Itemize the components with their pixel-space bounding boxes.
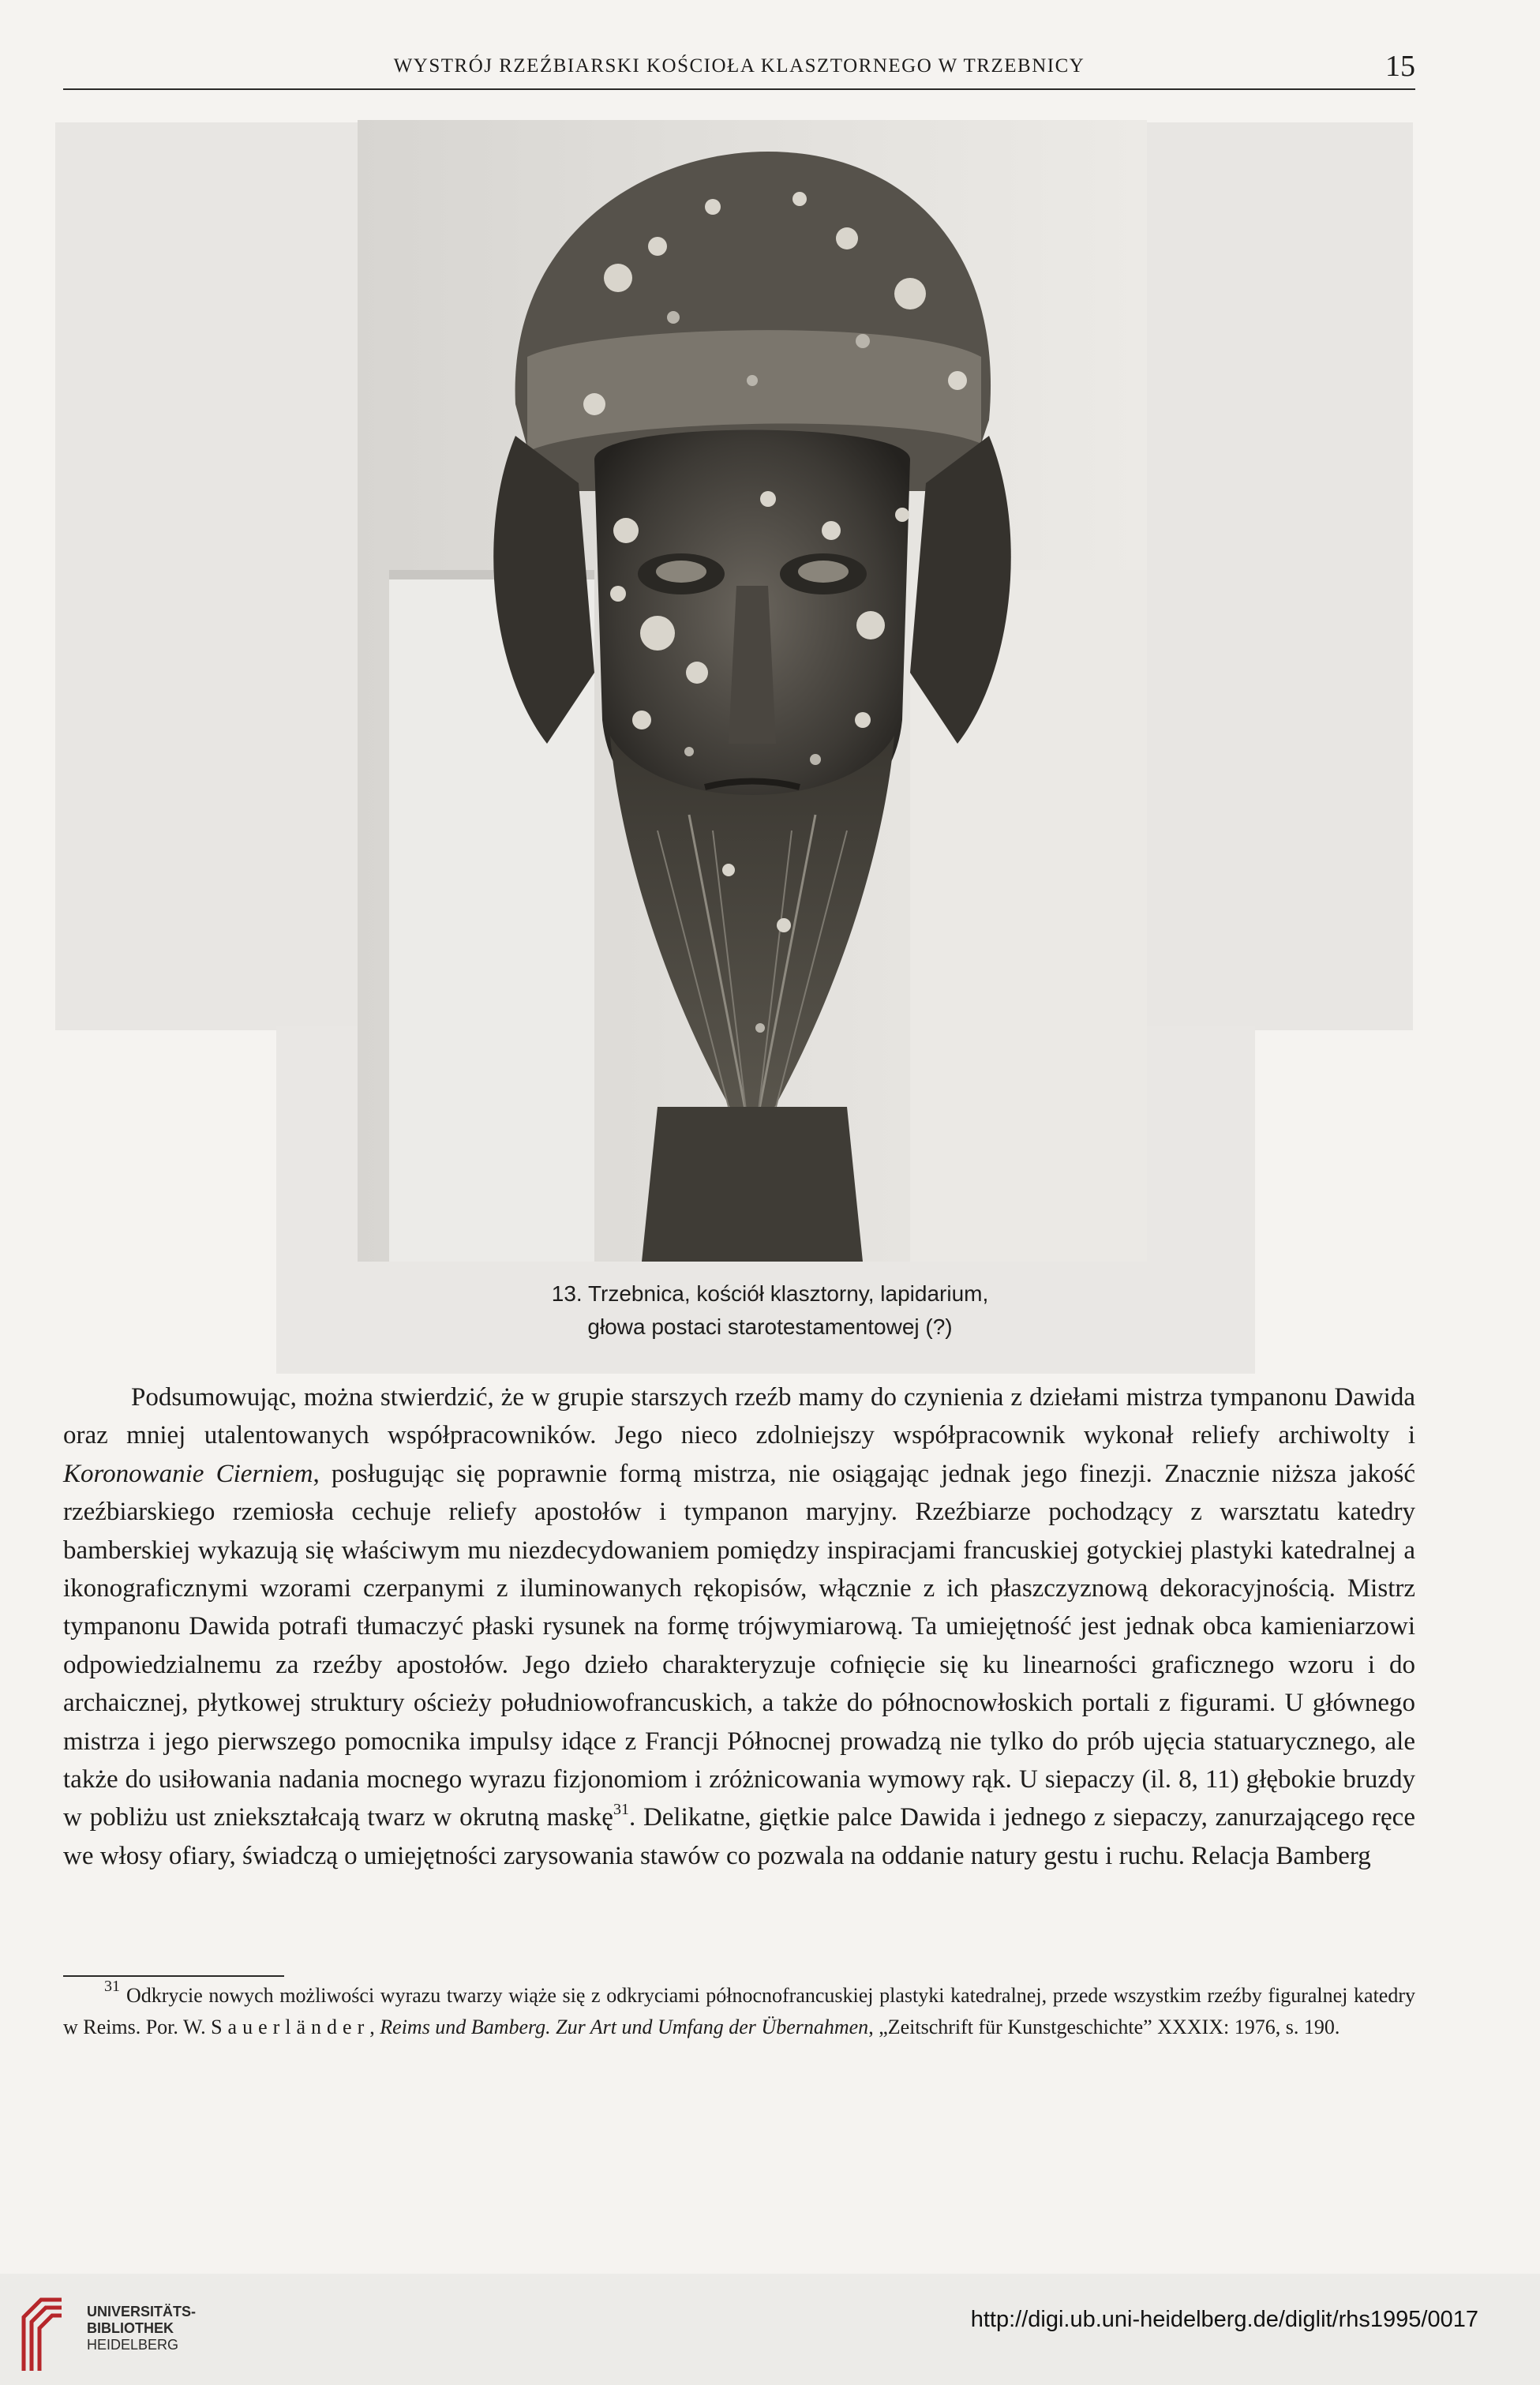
footnote-text: Odkrycie nowych możliwości wyrazu twarzy wiąże się z odkryciami północnofrancuskiej plastyki katedralnej, przede wszystkim rzeźby figuralnej katedry w Reims. Por. W. <box>63 1984 1415 2038</box>
footnote-work-title: Reims und Bamberg. Zur Art und Umfang der Übernahmen <box>380 2016 869 2038</box>
body-text <box>63 1378 1415 1875</box>
text-segment: Podsumowując, można stwierdzić, że w grupie starszych rzeźb mamy do czynienia z dziełami mistrza tympanonu Dawida oraz mniej utalentowanych współpracowników. Jego nieco zdolniejszy współpracownik wykonał reliefy archiwolty i <box>63 1383 1415 1450</box>
page-number: 15 <box>1385 50 1415 83</box>
footnote-author: Sauerländer <box>211 2016 370 2038</box>
running-head <box>63 49 1415 90</box>
italic-title: Koronowanie Cierniem <box>63 1459 313 1488</box>
footnote <box>63 1980 1415 2043</box>
logo-line-2: BIBLIOTHEK <box>87 2320 174 2336</box>
figure-caption <box>0 1277 1540 1344</box>
logo-line-3: HEIDELBERG <box>87 2337 179 2353</box>
digitization-url[interactable]: http://digi.ub.uni-heidelberg.de/diglit/rhs1995/0017 <box>970 2307 1478 2332</box>
text-segment: . Delikatne, giętkie palce Dawida i jednego z siepaczy, zanurzającego ręce we włosy ofiary, świadczą o umiejętności zarysowania stawów co pozwala na oddanie natury gestu i ruchu. Relacja Bamberg <box>63 1803 1415 1870</box>
footnote-text-end: , „Zeitschrift für Kunstgeschichte” XXXIX: 1976, s. 190. <box>868 2016 1340 2038</box>
figure-photo <box>358 120 1147 1262</box>
paragraph <box>63 1378 1415 1875</box>
library-logo-text <box>87 2304 196 2353</box>
sculpted-head-image <box>358 120 1147 1262</box>
footnote-rule <box>63 1975 284 1977</box>
footnote-separator: , <box>369 2016 380 2038</box>
running-title: WYSTRÓJ RZEŹBIARSKI KOŚCIOŁA KLASZTORNEGO W TRZEBNICY <box>393 55 1085 77</box>
caption-line-1: 13. Trzebnica, kościół klasztorny, lapidarium, <box>551 1281 989 1306</box>
footnote-reference[interactable]: 31 <box>613 1801 629 1819</box>
caption-line-2: głowa postaci starotestamentowej (?) <box>587 1314 953 1339</box>
library-logo-icon <box>17 2293 68 2372</box>
text-segment: , posługując się poprawnie formą mistrza, nie osiągając jednak jego finezji. Znacznie niższa jakość rzeźbiarskiego rzemiosła cechuje reliefy apostołów i tympanon maryjny. Rzeźbiarze pochodzący z warsztatu katedry bamberskiej wykazują się właściwym mu niezdecydowaniem pomiędzy inspiracjami francuskiej gotyckiej plastyki katedralnej a ikonograficznymi wzorami czerpanymi z iluminowanych rękopisów, włącznie z ich płaszczyznową dekoracyjnością. Mistrz tympanonu Dawida potrafi tłumaczyć płaski rysunek na formę trójwymiarową. Ta umiejętność jest jednak obca kamieniarzowi odpowiedzialnemu za rzeźby apostołów. Jego dzieło charakteryzuje cofnięcie się ku linearności graficznego wzoru i do archaicznej, płytkowej struktury ościeży południowofrancuskich, a także do północnowłoskich portali z figurami. U głównego mistrza i jego pierwszego pomocnika impulsy idące z Francji Północnej prowadzą nie tylko do prób ujęcia statuarycznego, ale także do usiłowania nadania mocnego wyrazu fizjonomiom i zróżnicowania wymowy rąk. U siepaczy (il. 8, 11) głębokie bruzdy w pobliżu ust zniekształcają twarz w okrutną maskę <box>63 1459 1415 1832</box>
logo-line-1: UNIVERSITÄTS- <box>87 2304 197 2319</box>
footnote-number: 31 <box>104 1978 120 1995</box>
